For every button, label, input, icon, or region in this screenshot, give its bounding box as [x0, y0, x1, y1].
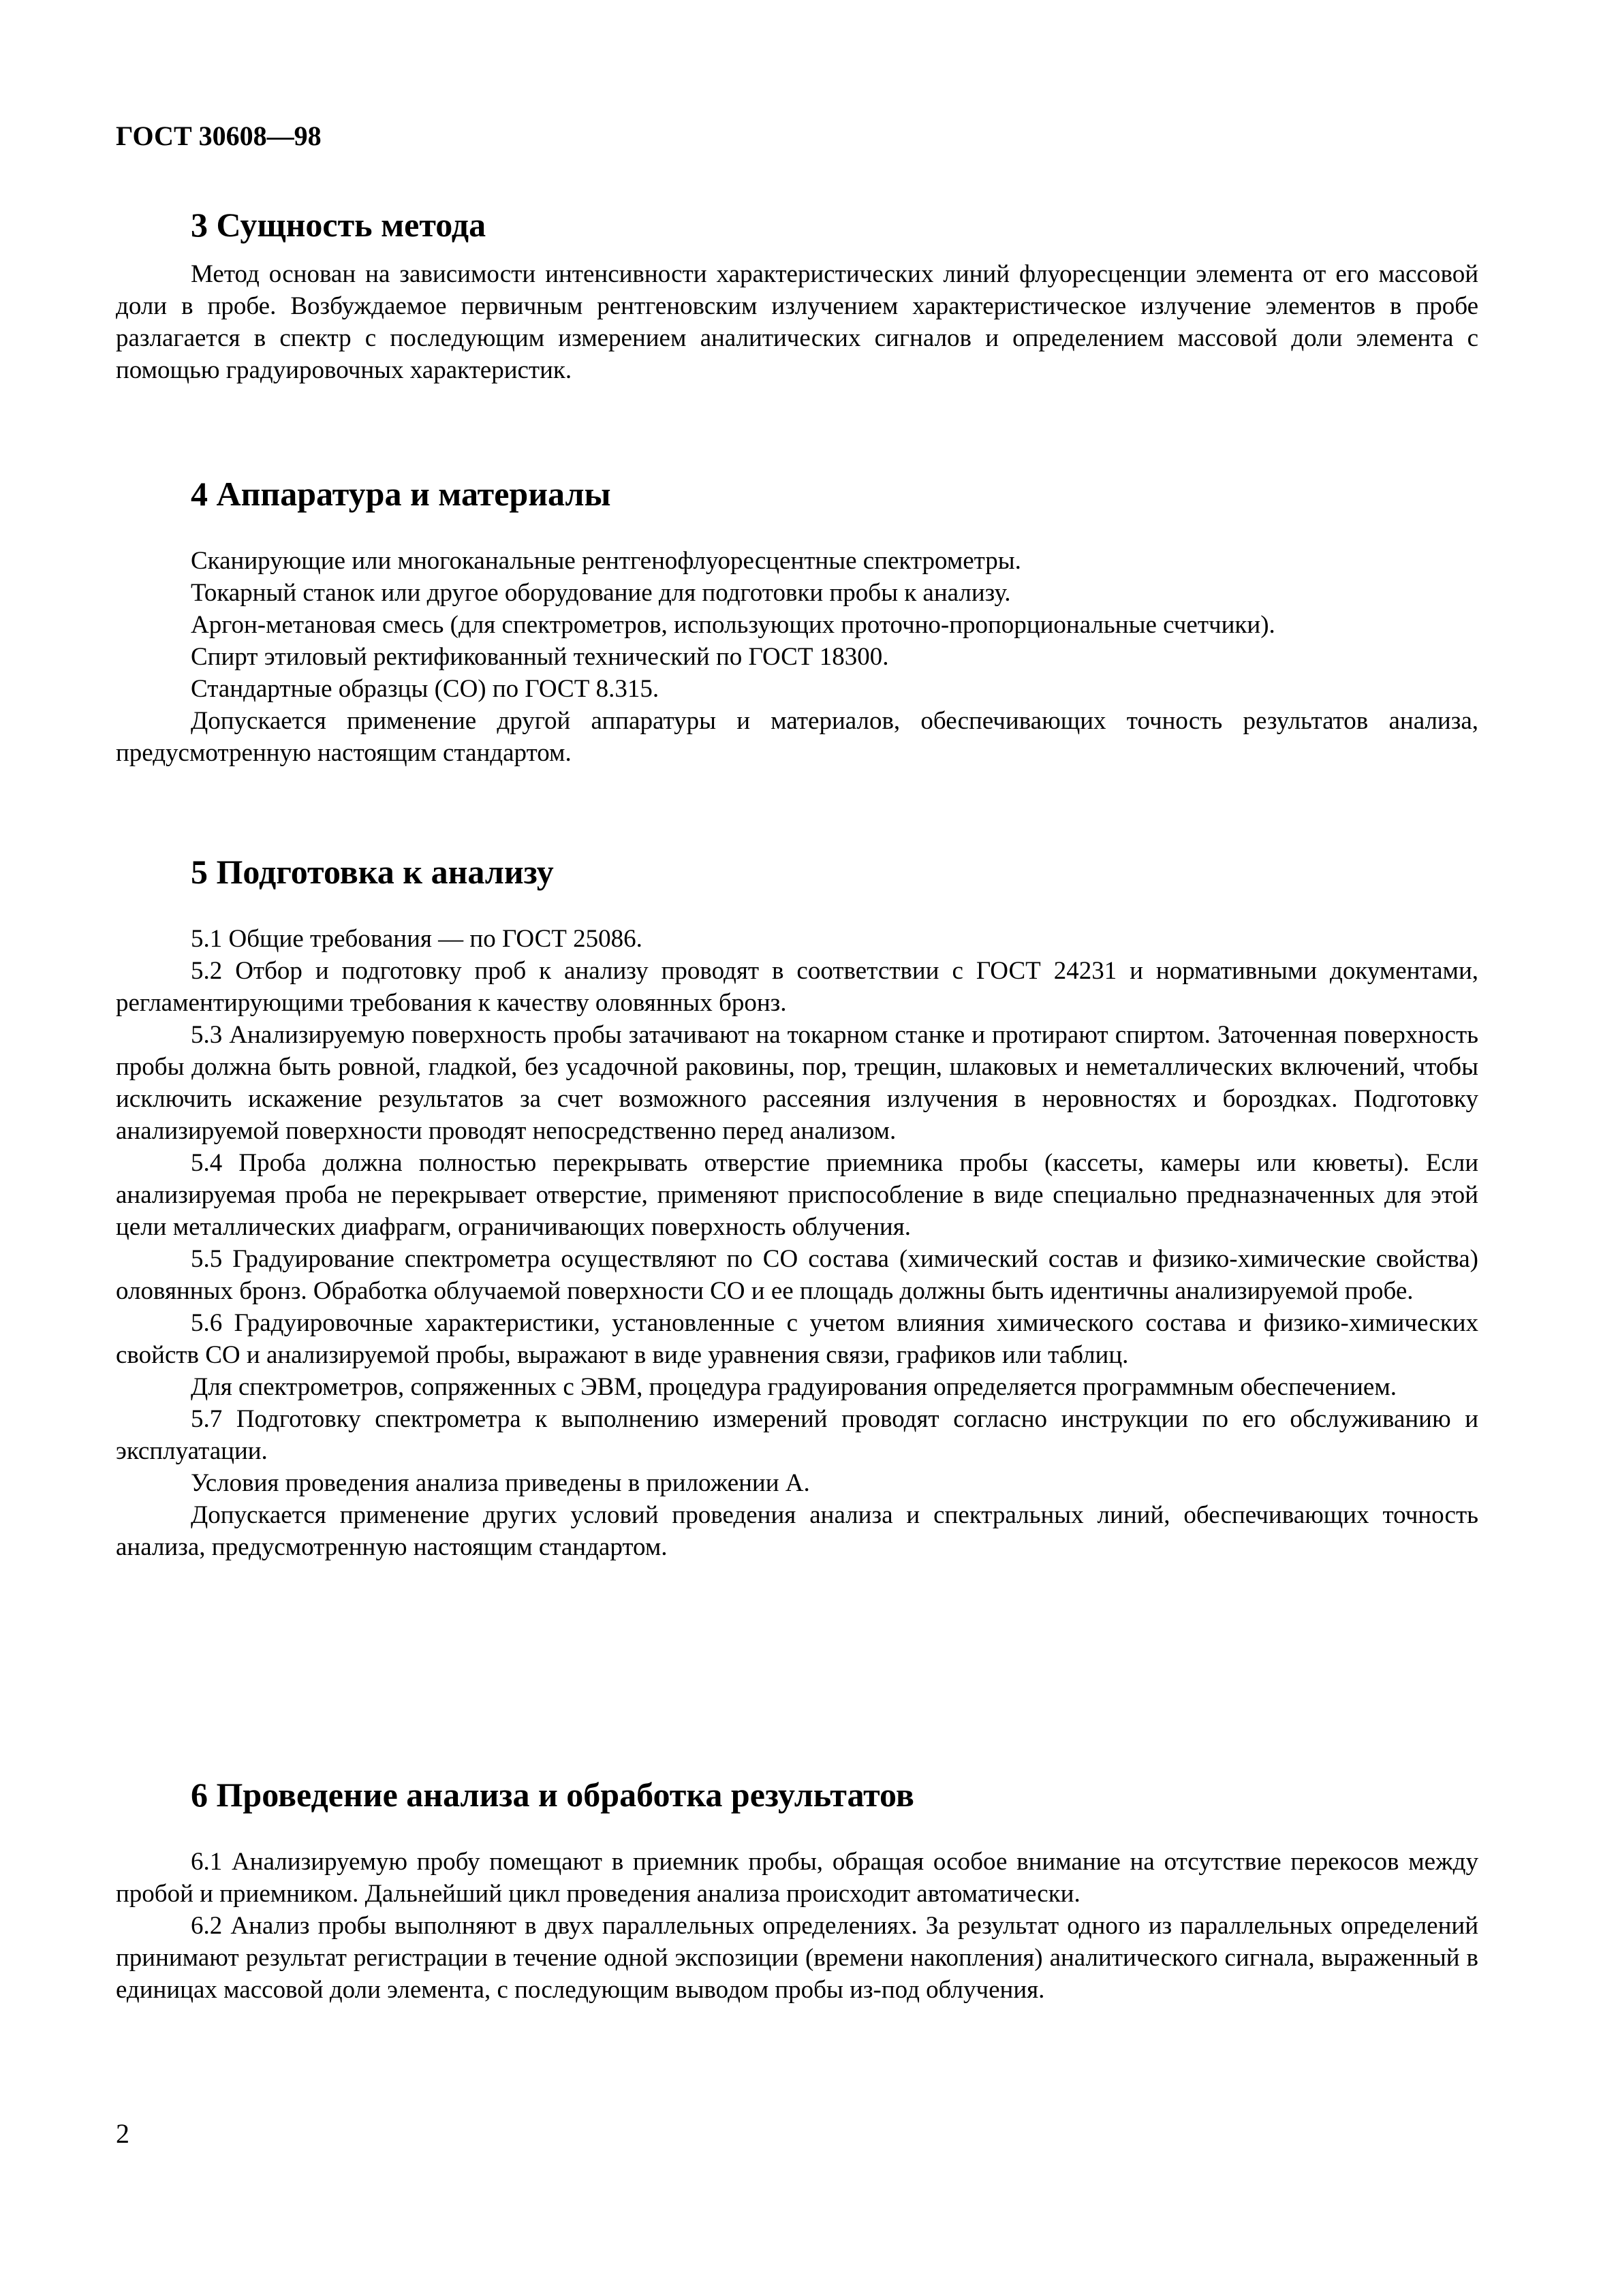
section-title: 3 Сущность метода — [191, 206, 486, 244]
paragraph: Условия проведения анализа приведены в приложении А. — [191, 1469, 810, 1497]
paragraph: 5.1 Общие требования — по ГОСТ 25086. — [191, 925, 642, 953]
paragraph: 5.6 Градуировочные характеристики, установленные с учетом влияния химического состава и физико-химических свойств СО и анализируемой пробы, выражают в виде уравнения связи, графиков или таблиц. — [116, 1309, 1478, 1369]
section-4 — [116, 470, 1478, 769]
document-header: ГОСТ 30608—98 — [116, 121, 322, 151]
section-title: 4 Аппаратура и материалы — [191, 475, 611, 513]
section-3 — [116, 201, 1478, 386]
paragraph: Для спектрометров, сопряженных с ЭВМ, процедура градуирования определяется программным обеспечением. — [191, 1373, 1397, 1401]
section-title: 5 Подготовка к анализу — [191, 853, 554, 891]
paragraph: 5.3 Анализируемую поверхность пробы затачивают на токарном станке и протирают спиртом. Заточенная поверхность пробы должна быть ровной, гладкой, без усадочной раковины, пор, трещин, шлаковых и неметаллических включений, чтобы исключить искажение результатов за счет возможного рассеяния излучения в неровностях и бороздках. Подготовку анализируемой поверхности проводят непосредственно перед анализом. — [116, 1021, 1478, 1145]
paragraph: Аргон-метановая смесь (для спектрометров, использующих проточно-пропорциональные счетчики). — [191, 611, 1275, 639]
paragraph: 6.2 Анализ пробы выполняют в двух параллельных определениях. За результат одного из параллельных определений принимают результат регистрации в течение одной экспозиции (времени накопления) аналитического сигнала, выраженный в единицах массовой доли элемента, с последующим выводом пробы из-под облучения. — [116, 1912, 1478, 2004]
paragraph: Стандартные образцы (СО) по ГОСТ 8.315. — [191, 675, 659, 703]
section-5 — [116, 848, 1478, 1563]
page-number: 2 — [116, 2118, 129, 2149]
paragraph: Допускается применение других условий проведения анализа и спектральных линий, обеспечивающих точность анализа, предусмотренную настоящим стандартом. — [116, 1501, 1478, 1561]
paragraph: Метод основан на зависимости интенсивности характеристических линий флуоресценции элемента от его массовой доли в пробе. Возбуждаемое первичным рентгеновским излучением характеристическое излучение элементов в пробе разлагается в спектр с последующим измерением аналитических сигналов и определением массовой доли элемента с помощью градуировочных характеристик. — [116, 260, 1478, 384]
paragraph: 5.5 Градуирование спектрометра осуществляют по СО состава (химический состав и физико-химические свойства) оловянных бронз. Обработка облучаемой поверхности СО и ее площадь должны быть идентичны анализируемой пробе. — [116, 1245, 1478, 1305]
section-6 — [116, 1771, 1478, 2006]
paragraph: 5.7 Подготовку спектрометра к выполнению измерений проводят согласно инструкции по его обслуживанию и эксплуатации. — [116, 1405, 1478, 1465]
paragraph: Токарный станок или другое оборудование для подготовки пробы к анализу. — [191, 579, 1011, 607]
section-title: 6 Проведение анализа и обработка результатов — [191, 1776, 914, 1814]
paragraph: Спирт этиловый ректификованный технический по ГОСТ 18300. — [191, 643, 889, 671]
paragraph: 6.1 Анализируемую пробу помещают в приемник пробы, обращая особое внимание на отсутствие перекосов между пробой и приемником. Дальнейший цикл проведения анализа происходит автоматически. — [116, 1848, 1478, 1908]
paragraph: Сканирующие или многоканальные рентгенофлуоресцентные спектрометры. — [191, 547, 1021, 575]
paragraph: 5.2 Отбор и подготовку проб к анализу проводят в соответствии с ГОСТ 24231 и нормативными документами, регламентирующими требования к качеству оловянных бронз. — [116, 957, 1478, 1017]
paragraph: Допускается применение другой аппаратуры и материалов, обеспечивающих точность результатов анализа, предусмотренную настоящим стандартом. — [116, 707, 1478, 767]
paragraph: 5.4 Проба должна полностью перекрывать отверстие приемника пробы (кассеты, камеры или кюветы). Если анализируемая проба не перекрывает отверстие, применяют приспособление в виде специально предназначенных для этой цели металлических диафрагм, ограничивающих поверхность облучения. — [116, 1149, 1478, 1241]
